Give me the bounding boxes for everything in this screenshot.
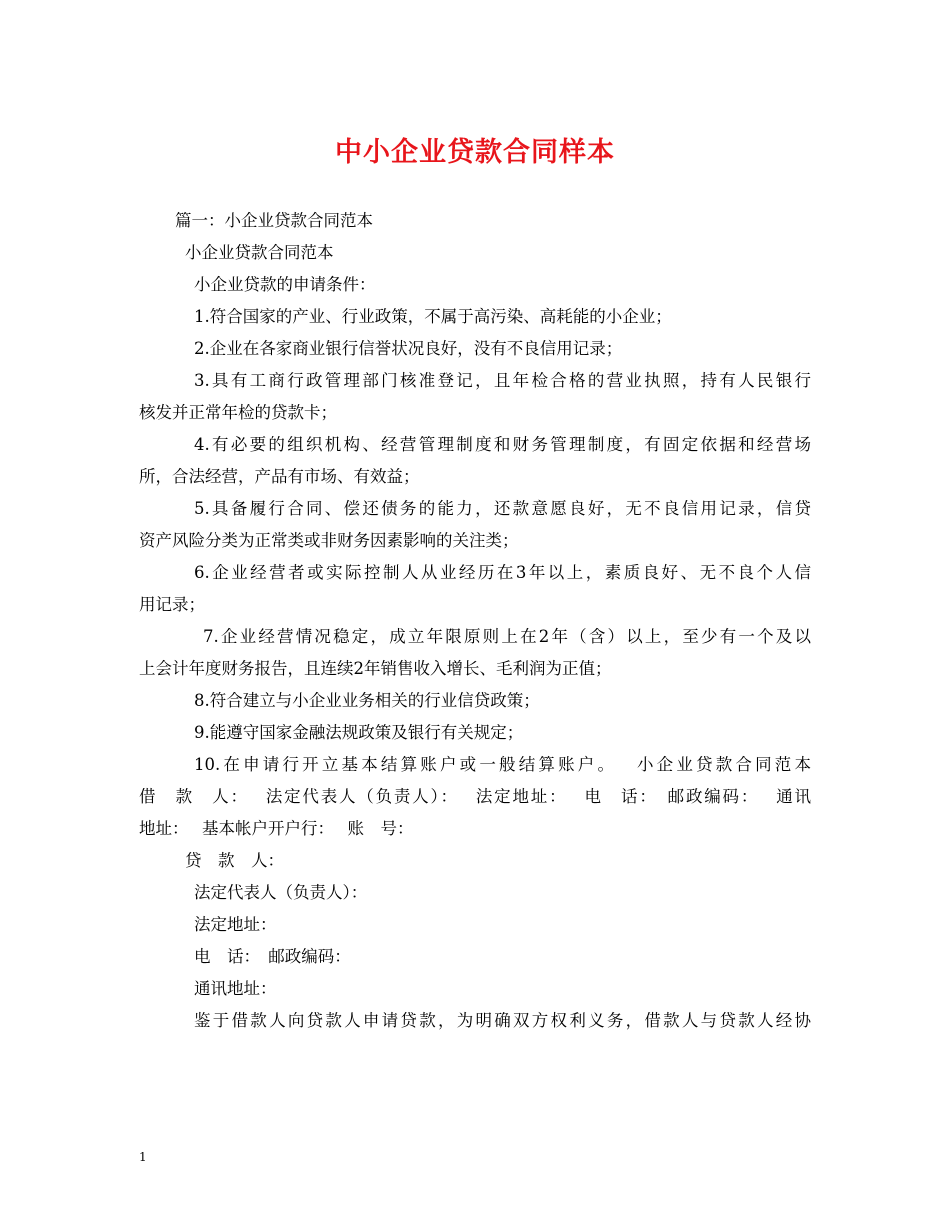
text-line: 法定地址： bbox=[194, 915, 277, 934]
text-line: 贷 款 人： bbox=[185, 851, 284, 870]
text-line: 核发并正常年检的贷款卡； bbox=[139, 403, 337, 422]
text-line: 用记录； bbox=[139, 595, 205, 614]
text-line: 上会计年度财务报告，且连续2年销售收入增长、毛利润为正值； bbox=[139, 659, 612, 678]
text-line: 通讯地址： bbox=[194, 979, 277, 998]
text-line: 10.在申请行开立基本结算账户或一般结算账户。 小企业贷款合同范本 bbox=[194, 755, 811, 774]
text-line: 小企业贷款合同范本 bbox=[185, 243, 334, 262]
text-line: 2.企业在各家商业银行信誉状况良好，没有不良信用记录； bbox=[194, 339, 623, 358]
text-line: 地址： 基本帐户开户行： 账 号： bbox=[139, 819, 414, 838]
text-line: 1.符合国家的产业、行业政策，不属于高污染、高耗能的小企业； bbox=[194, 307, 672, 326]
text-line: 5.具备履行合同、偿还债务的能力，还款意愿良好，无不良信用记录，信贷 bbox=[194, 499, 811, 518]
text-line: 资产风险分类为正常类或非财务因素影响的关注类； bbox=[139, 531, 519, 550]
text-line: 8.符合建立与小企业业务相关的行业信贷政策； bbox=[194, 691, 540, 710]
document-body bbox=[139, 205, 811, 1037]
text-line: 借 款 人： 法定代表人（负责人）： 法定地址： 电 话： 邮政编码： 通讯 bbox=[139, 787, 811, 806]
text-line: 鉴于借款人向贷款人申请贷款，为明确双方权利义务，借款人与贷款人经协 bbox=[194, 1011, 811, 1030]
text-line: 3.具有工商行政管理部门核准登记，且年检合格的营业执照，持有人民银行 bbox=[194, 371, 811, 390]
text-line: 小企业贷款的申请条件： bbox=[194, 275, 376, 294]
document-title: 中小企业贷款合同样本 bbox=[335, 137, 615, 168]
text-line: 6.企业经营者或实际控制人从业经历在3年以上，素质良好、无不良个人信 bbox=[194, 563, 811, 582]
text-line: 电 话： 邮政编码： bbox=[194, 947, 351, 966]
text-line: 7.企业经营情况稳定，成立年限原则上在2年（含）以上，至少有一个及以 bbox=[203, 627, 811, 646]
text-line: 9.能遵守国家金融法规政策及银行有关规定； bbox=[194, 723, 524, 742]
text-line: 法定代表人（负责人）： bbox=[194, 883, 368, 902]
page-number: 1 bbox=[139, 1150, 147, 1164]
text-line: 篇一：小企业贷款合同范本 bbox=[175, 211, 373, 230]
text-line: 所，合法经营，产品有市场、有效益； bbox=[139, 467, 420, 486]
text-line: 4.有必要的组织机构、经营管理制度和财务管理制度，有固定依据和经营场 bbox=[194, 435, 811, 454]
